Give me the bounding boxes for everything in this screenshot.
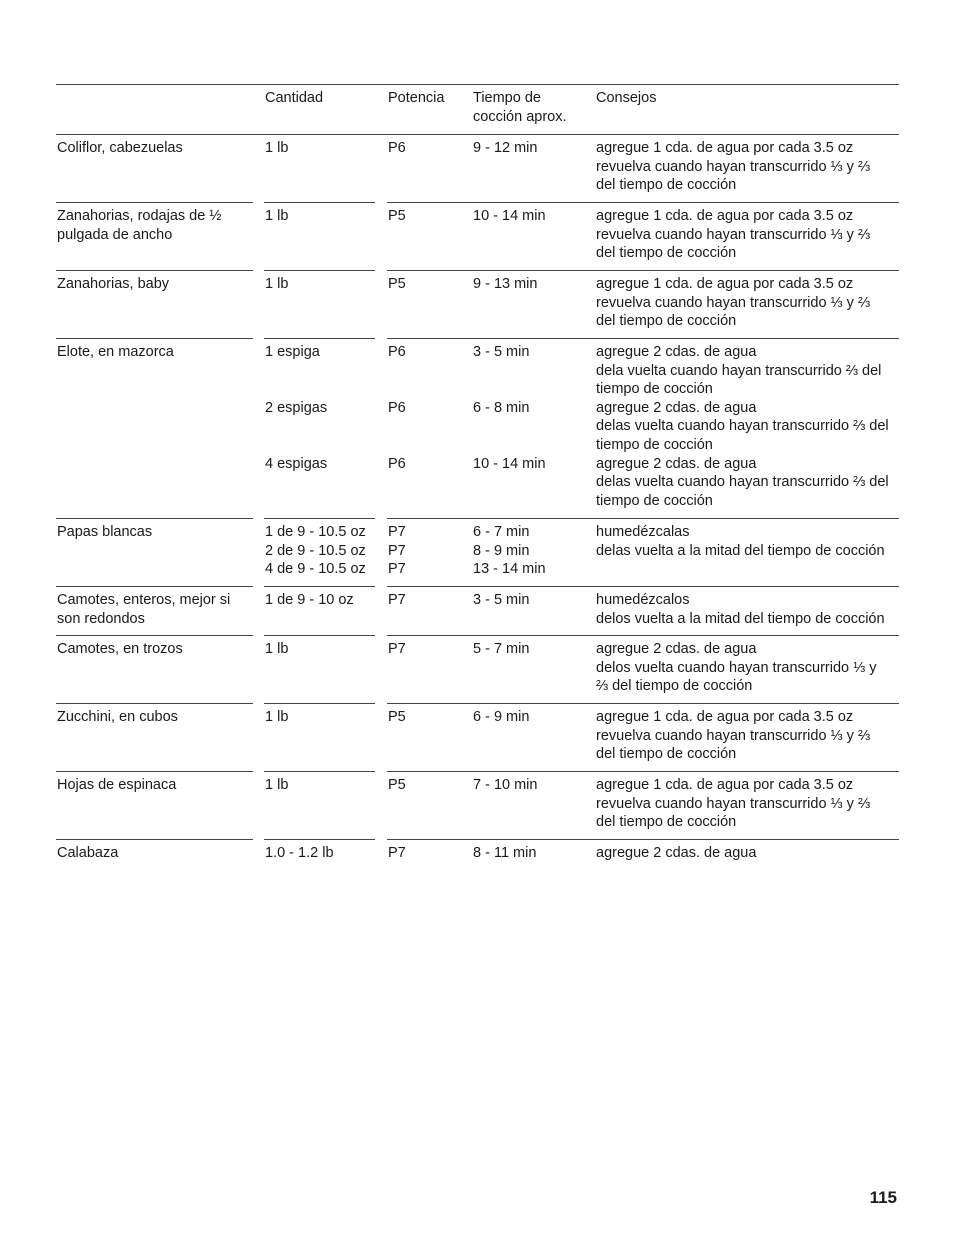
row-divider [264,338,375,339]
row-divider [56,703,253,704]
header-time: Tiempo de cocción aprox. [473,90,567,125]
tips: agregue 2 cdas. de agua [596,845,757,861]
tips: agregue 1 cda. de agua por cada 3.5 oz revuelva cuando hayan transcurrido ⅓ y ⅔ del tiempo de cocción [596,140,871,194]
row-divider [264,703,375,704]
food-name: Coliflor, cabezuelas [57,140,183,156]
power-level: P5 [388,709,406,725]
tips: agregue 2 cdas. de agua dela vuelta cuando hayan transcurrido ⅔ del tiempo de cocción agregue 2 cdas. de agua delas vuelta cuando hayan transcurrido ⅔ del tiempo de cocción agregue 2 cdas. de agua delas vuelta cuando hayan transcurrido ⅔ del tiempo de cocción [596,344,889,509]
cook-time: 10 - 14 min [473,208,546,224]
header-quantity: Cantidad [265,90,324,106]
power-level: P7 [388,641,406,657]
quantity: 1 lb [265,140,289,156]
quantity: 1 lb [265,208,289,224]
row-divider [56,202,253,203]
row-divider [264,202,375,203]
power-level: P7 [388,845,406,861]
cook-time: 5 - 7 min [473,641,530,657]
row-divider [387,338,899,339]
row-divider [56,635,253,636]
quantity: 1 lb [265,777,289,793]
row-divider [387,703,899,704]
row-divider [264,839,375,840]
page-number: 115 [869,1188,897,1207]
row-divider [387,518,899,519]
row-divider [56,518,253,519]
power-level: P7 [388,592,406,608]
cook-time: 9 - 13 min [473,276,538,292]
row-divider [56,839,253,840]
row-divider [387,202,899,203]
food-name: Hojas de espinaca [57,777,177,793]
quantity: 1.0 - 1.2 lb [265,845,334,861]
row-divider [387,771,899,772]
quantity: 1 espiga 2 espigas 4 espigas [265,344,328,472]
food-name: Camotes, en trozos [57,641,183,657]
cook-time: 6 - 7 min 8 - 9 min 13 - 14 min [473,524,546,578]
tips: agregue 2 cdas. de agua delos vuelta cuando hayan transcurrido ⅓ y ⅔ del tiempo de cocción [596,641,877,695]
row-divider [56,270,253,271]
food-name: Zucchini, en cubos [57,709,178,725]
tips: humedézcalas delas vuelta a la mitad del tiempo de cocción [596,524,885,559]
row-divider [56,771,253,772]
quantity: 1 de 9 - 10.5 oz 2 de 9 - 10.5 oz 4 de 9 - 10.5 oz [265,524,366,578]
tips: agregue 1 cda. de agua por cada 3.5 oz revuelva cuando hayan transcurrido ⅓ y ⅔ del tiempo de cocción [596,777,871,831]
cook-time: 3 - 5 min 6 - 8 min 10 - 14 min [473,344,546,472]
table-top-rule [56,84,899,85]
cook-time: 6 - 9 min [473,709,530,725]
power-level: P5 [388,777,406,793]
food-name: Zanahorias, baby [57,276,170,292]
row-divider [56,134,899,135]
power-level: P5 [388,208,406,224]
tips: agregue 1 cda. de agua por cada 3.5 oz revuelva cuando hayan transcurrido ⅓ y ⅔ del tiempo de cocción [596,276,871,330]
food-name: Elote, en mazorca [57,344,174,360]
food-name: Calabaza [57,845,119,861]
tips: humedézcalos delos vuelta a la mitad del tiempo de cocción [596,592,885,627]
row-divider [387,635,899,636]
row-divider [264,771,375,772]
quantity: 1 lb [265,276,289,292]
tips: agregue 1 cda. de agua por cada 3.5 oz revuelva cuando hayan transcurrido ⅓ y ⅔ del tiempo de cocción [596,709,871,763]
power-level: P6 [388,140,406,156]
row-divider [56,338,253,339]
quantity: 1 lb [265,709,289,725]
row-divider [264,635,375,636]
food-name: Papas blancas [57,524,153,540]
header-power: Potencia [388,90,445,106]
row-divider [387,839,899,840]
tips: agregue 1 cda. de agua por cada 3.5 oz revuelva cuando hayan transcurrido ⅓ y ⅔ del tiempo de cocción [596,208,871,262]
row-divider [56,586,253,587]
quantity: 1 lb [265,641,289,657]
row-divider [264,270,375,271]
row-divider [387,270,899,271]
food-name: Camotes, enteros, mejor si son redondos [57,592,231,627]
row-divider [387,586,899,587]
row-divider [264,586,375,587]
cook-time: 3 - 5 min [473,592,530,608]
header-tips: Consejos [596,90,657,106]
quantity: 1 de 9 - 10 oz [265,592,354,608]
food-name: Zanahorias, rodajas de ½ pulgada de ancho [57,208,222,243]
power-level: P5 [388,276,406,292]
cook-time: 7 - 10 min [473,777,538,793]
cook-time: 9 - 12 min [473,140,538,156]
power-level: P6 P6 P6 [388,344,406,472]
row-divider [264,518,375,519]
power-level: P7 P7 P7 [388,524,406,578]
cook-time: 8 - 11 min [473,845,537,861]
